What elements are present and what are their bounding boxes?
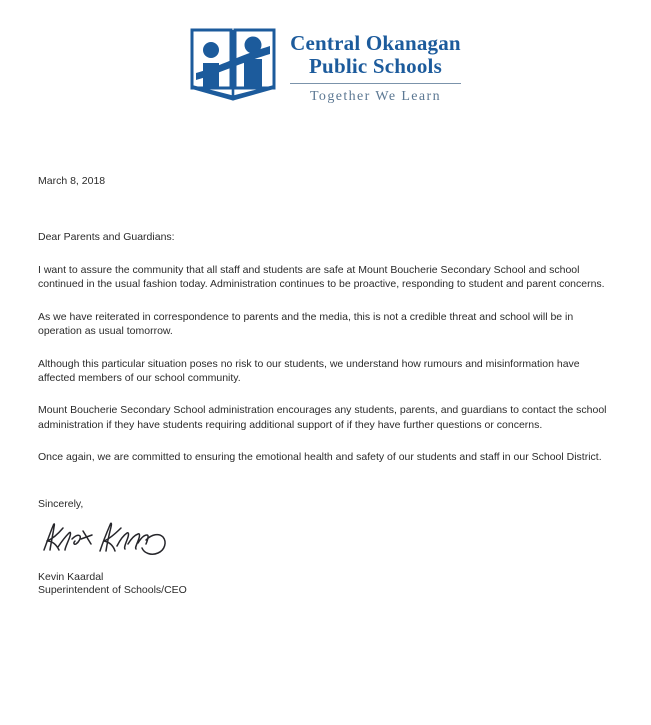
letterhead-inner <box>190 28 461 106</box>
letter-paragraph: As we have reiterated in correspondence to parents and the media, this is not a credible threat and school will be in operation as usual tomorrow. <box>38 310 574 338</box>
letter-paragraph: Mount Boucherie Secondary School administration encourages any students, parents, and guardians to contact the school administration if they have students requiring additional support of if they have further questions or concerns. <box>38 404 607 431</box>
open-book-with-two-figures-icon <box>190 28 276 102</box>
letter-paragraph: I want to assure the community that all staff and students are safe at Mount Boucherie Secondary School and school continued in the usual fashion today. Administration continues to be proactive, responding to student and parent concerns. <box>38 264 605 291</box>
letter-salutation: Dear Parents and Guardians: <box>38 231 175 243</box>
org-name-line-1: Central Okanagan <box>290 31 461 55</box>
letterhead-tagline: Together We Learn <box>309 89 442 104</box>
signer-title: Superintendent of Schools/CEO <box>38 584 187 597</box>
letter-body <box>38 174 608 598</box>
signature-block <box>38 571 608 598</box>
letter-paragraph: Once again, we are committed to ensuring the emotional health and safety of our students and staff in our School District. <box>38 451 602 464</box>
handwritten-signature-icon <box>38 517 173 563</box>
letter-paragraph: Although this particular situation poses no risk to our students, we understand how rumours and misinformation have affected members of our school community. <box>38 357 580 385</box>
org-name-line-2: Public Schools <box>309 54 442 78</box>
letter-date: March 8, 2018 <box>38 175 106 187</box>
letterhead-divider <box>290 83 461 84</box>
signer-name: Kevin Kaardal <box>38 570 104 583</box>
letterhead <box>0 28 651 106</box>
letter-closing: Sincerely, <box>38 497 84 510</box>
letterhead-wordmark <box>290 28 461 106</box>
